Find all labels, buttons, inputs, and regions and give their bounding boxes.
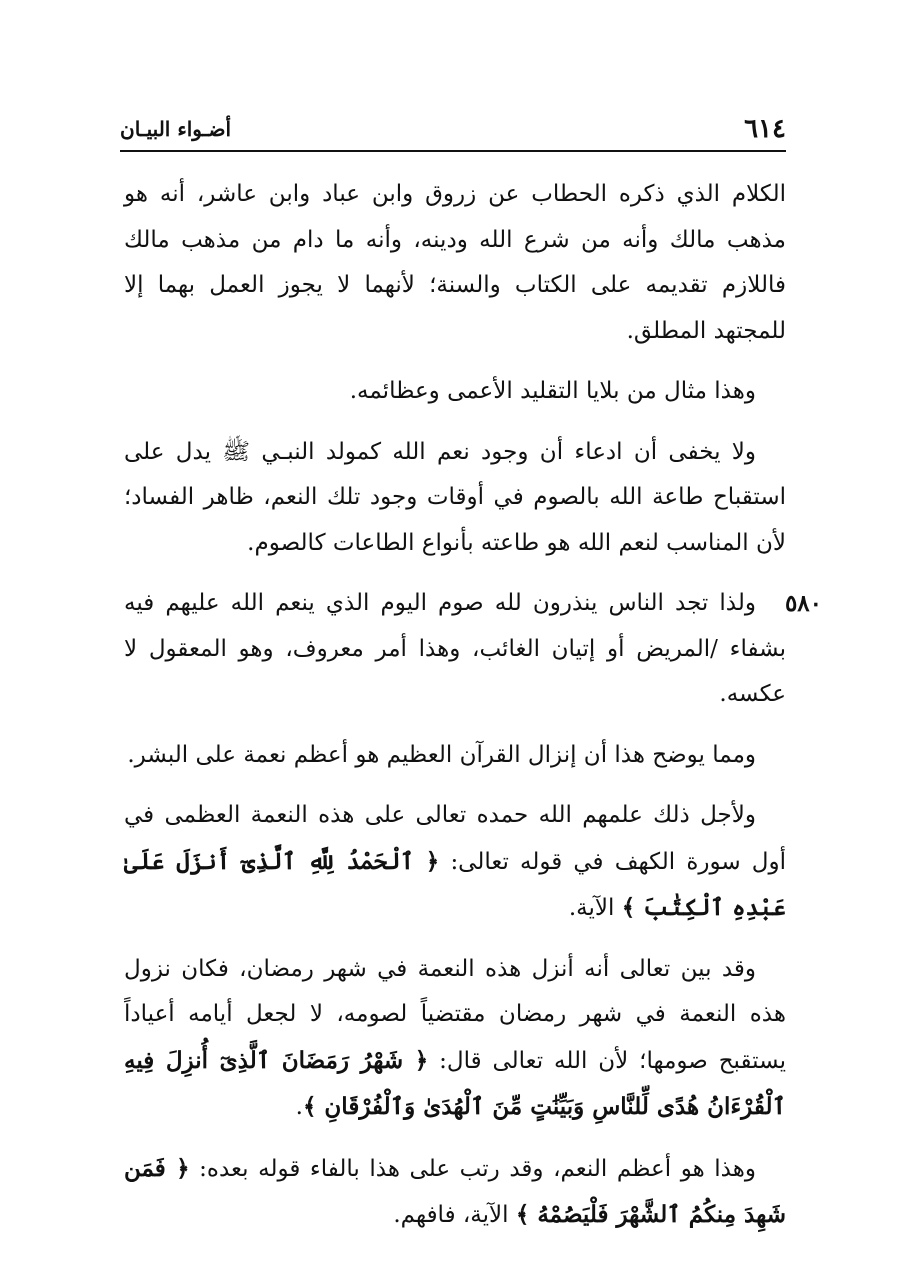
paragraph-text: الآية. bbox=[568, 895, 615, 921]
page-body bbox=[124, 172, 786, 1254]
quran-verse: ﴿ فَمَن شَهِدَ مِنكُمُ ٱلشَّهْرَ فَلْيَصُمْهُ ﴾ bbox=[124, 1154, 786, 1228]
paragraph-text: المريض أو إتيان الغائب، وهذا أمر معروف، وهو المعقول لا عكسه. bbox=[124, 635, 786, 707]
paragraph-text: وقد بين تعالى أنه أنزل هذه النعمة في شهر رمضان، فكان نزول هذه النعمة في شهر رمضان مقتضياً لصومه، لا لجعل أيامه أعياداً يستقبح صومها؛ لأن الله تعالى قال: bbox=[124, 955, 786, 1074]
paragraph-text: . bbox=[295, 1094, 303, 1120]
paragraph-text: ولذا تجد الناس ينذرون لله صوم اليوم الذي ينعم الله عليهم فيه بشفاء / bbox=[124, 590, 787, 662]
paragraph-text: وهذا هو أعظم النعم، وقد رتب على هذا بالفاء قوله بعده: bbox=[199, 1155, 756, 1182]
book-title: أضـواء البيـان bbox=[120, 117, 232, 141]
paragraph-7 bbox=[124, 947, 786, 1131]
page-number: ٦١٤ bbox=[744, 114, 786, 144]
margin-page-marker: ٥٨٠ bbox=[784, 590, 822, 617]
paragraph-5 bbox=[124, 733, 786, 779]
page-header bbox=[120, 112, 786, 152]
quran-verse: ﴿ ٱلْحَمْدُ لِلَّهِ ٱلَّذِىٓ أَنزَلَ عَلَىٰ عَبْدِهِ ٱلْكِتَٰبَ ﴾ bbox=[124, 847, 786, 921]
paragraph-8 bbox=[124, 1146, 786, 1239]
paragraph-text: الكلام الذي ذكره الحطاب عن زروق وابن عباد وابن عاشر، أنه هو مذهب مالك وأنه من شرع الله ودينه، وأنه ما دام من مذهب مالك فاللازم تقديمه على الكتاب والسنة؛ لأنهما لا يجوز العمل بهما إلا للمجتهد المطلق. bbox=[124, 181, 786, 344]
paragraph-text: ومما يوضح هذا أن إنزال القرآن العظيم هو أعظم نعمة على البشر. bbox=[127, 741, 756, 768]
paragraph-1 bbox=[124, 172, 786, 354]
paragraph-2 bbox=[124, 369, 786, 415]
paragraph-6 bbox=[124, 793, 786, 932]
paragraph-4 bbox=[124, 581, 786, 718]
paragraph-3 bbox=[124, 430, 786, 567]
paragraph-text: الآية، فافهم. bbox=[393, 1202, 509, 1228]
paragraph-text: ولأجل ذلك علمهم الله حمده تعالى على هذه النعمة العظمى في أول سورة الكهف في قوله تعالى: bbox=[124, 802, 787, 875]
paragraph-text: وهذا مثال من بلايا التقليد الأعمى وعظائمه. bbox=[349, 378, 756, 404]
quran-verse: ﴿ شَهْرُ رَمَضَانَ ٱلَّذِىٓ أُنزِلَ فِيهِ ٱلْقُرْءَانُ هُدًى لِّلنَّاسِ وَبَيِّنَٰتٍ مِّنَ ٱلْهُدَىٰ وَٱلْفُرْقَانِ ﴾ bbox=[124, 1046, 786, 1120]
paragraph-text: ولا يخفى أن ادعاء أن وجود نعم الله كمولد النبـي ﷺ يدل على استقباح طاعة الله بالصوم في أوقات وجود تلك النعم، ظاهر الفساد؛ لأن المناسب لنعم الله هو طاعته بأنواع الطاعات كالصوم. bbox=[124, 438, 786, 556]
